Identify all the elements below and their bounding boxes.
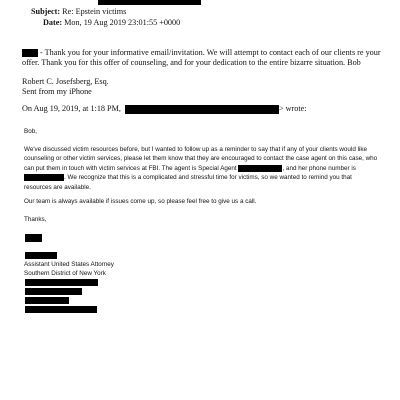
redaction-signer-initials xyxy=(25,234,42,242)
redaction-contact-2 xyxy=(25,288,82,295)
subject-row xyxy=(31,7,126,17)
quote-intro-text: On Aug 19, 2019, at 1:18 PM, xyxy=(22,104,121,113)
signer-title: Assistant United States Attorney xyxy=(24,261,114,268)
redaction-signer-name xyxy=(25,252,57,259)
signer-office: Southern District of New York xyxy=(24,270,106,277)
para1-text-b: , and her phone number is xyxy=(282,164,356,172)
quoted-greeting: Bob, xyxy=(24,128,37,135)
para1-text-a: We've discussed victim resources before, but I wanted to follow up as a reminder to say that if any of your clients would like counseling or other victim services, please let them know that they are encouraged to contact the case agent on this case, who can put them in touch with victim services at FBI. The agent is Special Agent xyxy=(24,146,378,172)
redaction-contact-3 xyxy=(25,297,69,304)
date-value: Mon, 19 Aug 2019 23:01:55 +0000 xyxy=(64,18,181,27)
redaction-contact-4 xyxy=(25,306,97,313)
subject-label: Subject: xyxy=(31,7,61,16)
redaction-contact-1 xyxy=(25,279,98,286)
para1-text-c: . We recognize that this is a complicated and stressful time for victims, so we wanted to remind you that resources are available. xyxy=(24,174,352,191)
quote-intro xyxy=(22,104,307,114)
reply-paragraph xyxy=(22,48,382,68)
quoted-paragraph-1 xyxy=(24,145,379,192)
date-label: Date: xyxy=(43,18,63,27)
redaction-phone-number xyxy=(24,174,64,181)
signature-name: Robert C. Josefsberg, Esq. xyxy=(22,77,109,86)
signature-device: Sent from my iPhone xyxy=(22,87,92,96)
redaction-agent-name xyxy=(238,165,282,172)
redaction-bar-top xyxy=(98,0,201,5)
redaction-sender xyxy=(22,49,38,57)
quote-wrote-text: > wrote: xyxy=(278,104,307,113)
subject-value: Re: Epstein victims xyxy=(62,7,127,16)
redaction-quoted-sender xyxy=(125,105,279,114)
date-row xyxy=(43,18,180,28)
reply-text: - Thank you for your informative email/invitation. We will attempt to contact each of our clients re your offer. Thank you for this offer of counseling, and for your dedication to the entire bizarre situation. Bob xyxy=(22,48,381,67)
quoted-paragraph-2: Our team is always available if issues come up, so please feel free to give us a call. xyxy=(24,198,257,205)
quoted-closing: Thanks, xyxy=(24,216,47,223)
